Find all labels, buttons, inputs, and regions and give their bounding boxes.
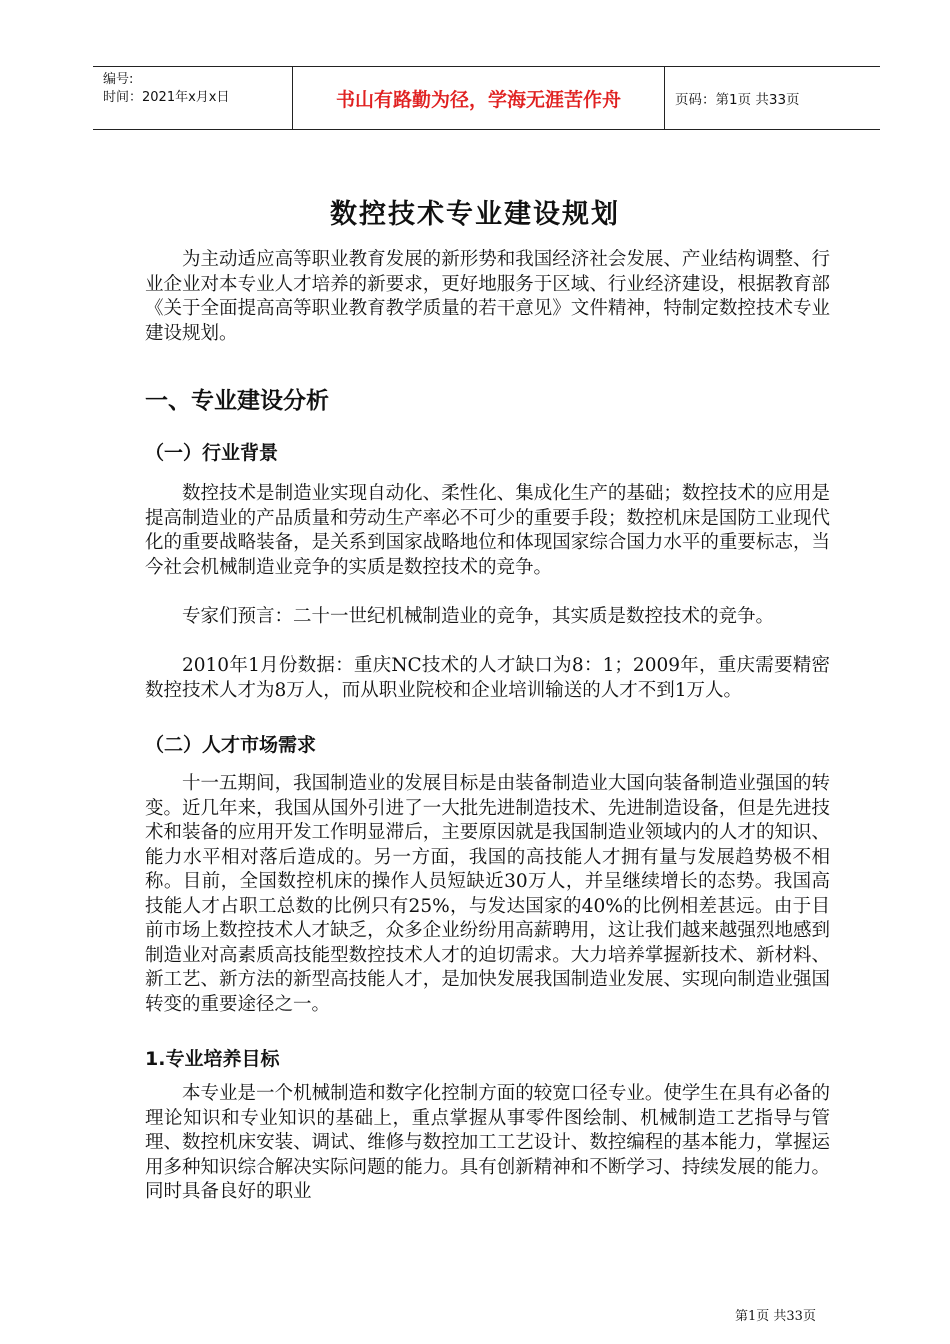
industry-paragraph-2: 专家们预言：二十一世纪机械制造业的竞争，其实质是数控技术的竞争。 — [182, 606, 775, 627]
section-heading-analysis: 一、专业建设分析 — [145, 388, 329, 414]
industry-paragraph-1: 数控技术是制造业实现自动化、柔性化、集成化生产的基础；数控技术的应用是提高制造业的产品质量和劳动生产率必不可少的重要手段；数控机床是国防工业现代化的重要战略装备，是关系到国家战略地位和体现国家综合国力水平的重要标志，当今社会机械制造业竞争的实质是数控技术的竞争。 — [145, 483, 830, 578]
header-meta-cell — [93, 67, 293, 129]
date-label: 时间：2021年x月x日 — [103, 90, 230, 105]
serial-label: 编号: — [103, 72, 134, 87]
industry-paragraph-3: 2010年1月份数据：重庆NC技术的人才缺口为8：1；2009年，重庆需要精密数控技术人才为8万人，而从职业院校和企业培训输送的人才不到1万人。 — [145, 655, 830, 701]
header-page-info: 页码：第1页 共33页 — [675, 92, 800, 108]
header-motto: 书山有路勤为径，学海无涯苦作舟 — [293, 67, 665, 129]
item-heading-training-goal: 1.专业培养目标 — [145, 1048, 280, 1070]
page-header — [93, 66, 880, 130]
intro-paragraph: 为主动适应高等职业教育发展的新形势和我国经济社会发展、产业结构调整、行业企业对本专业人才培养的新要求，更好地服务于区域、行业经济建设，根据教育部《关于全面提高高等职业教育教学质量的若干意见》文件精神，特制定数控技术专业建设规划。 — [145, 249, 830, 344]
page-footer: 第1页 共33页 — [735, 1309, 816, 1324]
training-goal-paragraph: 本专业是一个机械制造和数字化控制方面的较宽口径专业。使学生在具有必备的理论知识和专业知识的基础上，重点掌握从事零件图绘制、机械制造工艺指导与管理、数控机床安装、调试、维修与数控加工工艺设计、数控编程的基本能力，掌握运用多种知识综合解决实际问题的能力。具有创新精神和不断学习、持续发展的能力。同时具备良好的职业 — [145, 1083, 830, 1202]
talent-demand-paragraph: 十一五期间，我国制造业的发展目标是由装备制造业大国向装备制造业强国的转变。近几年来，我国从国外引进了一大批先进制造技术、先进制造设备，但是先进技术和装备的应用开发工作明显滞后，主要原因就是我国制造业领域内的人才的知识、能力水平相对落后造成的。另一方面，我国的高技能人才拥有量与发展趋势极不相称。目前，全国数控机床的操作人员短缺近30万人，并呈继续增长的态势。我国高技能人才占职工总数的比例只有25%，与发达国家的40%的比例相差甚远。由于目前市场上数控技术人才缺乏，众多企业纷纷用高薪聘用，这让我们越来越强烈地感到制造业对高素质高技能型数控技术人才的迫切需求。大力培养掌握新技术、新材料、新工艺、新方法的新型高技能人才，是加快发展我国制造业发展、实现向制造业强国转变的重要途径之一。 — [145, 773, 830, 1015]
subsection-heading-industry: （一）行业背景 — [145, 442, 279, 464]
document-title: 数控技术专业建设规划 — [330, 199, 620, 230]
subsection-heading-talent-demand: （二）人才市场需求 — [145, 734, 317, 756]
